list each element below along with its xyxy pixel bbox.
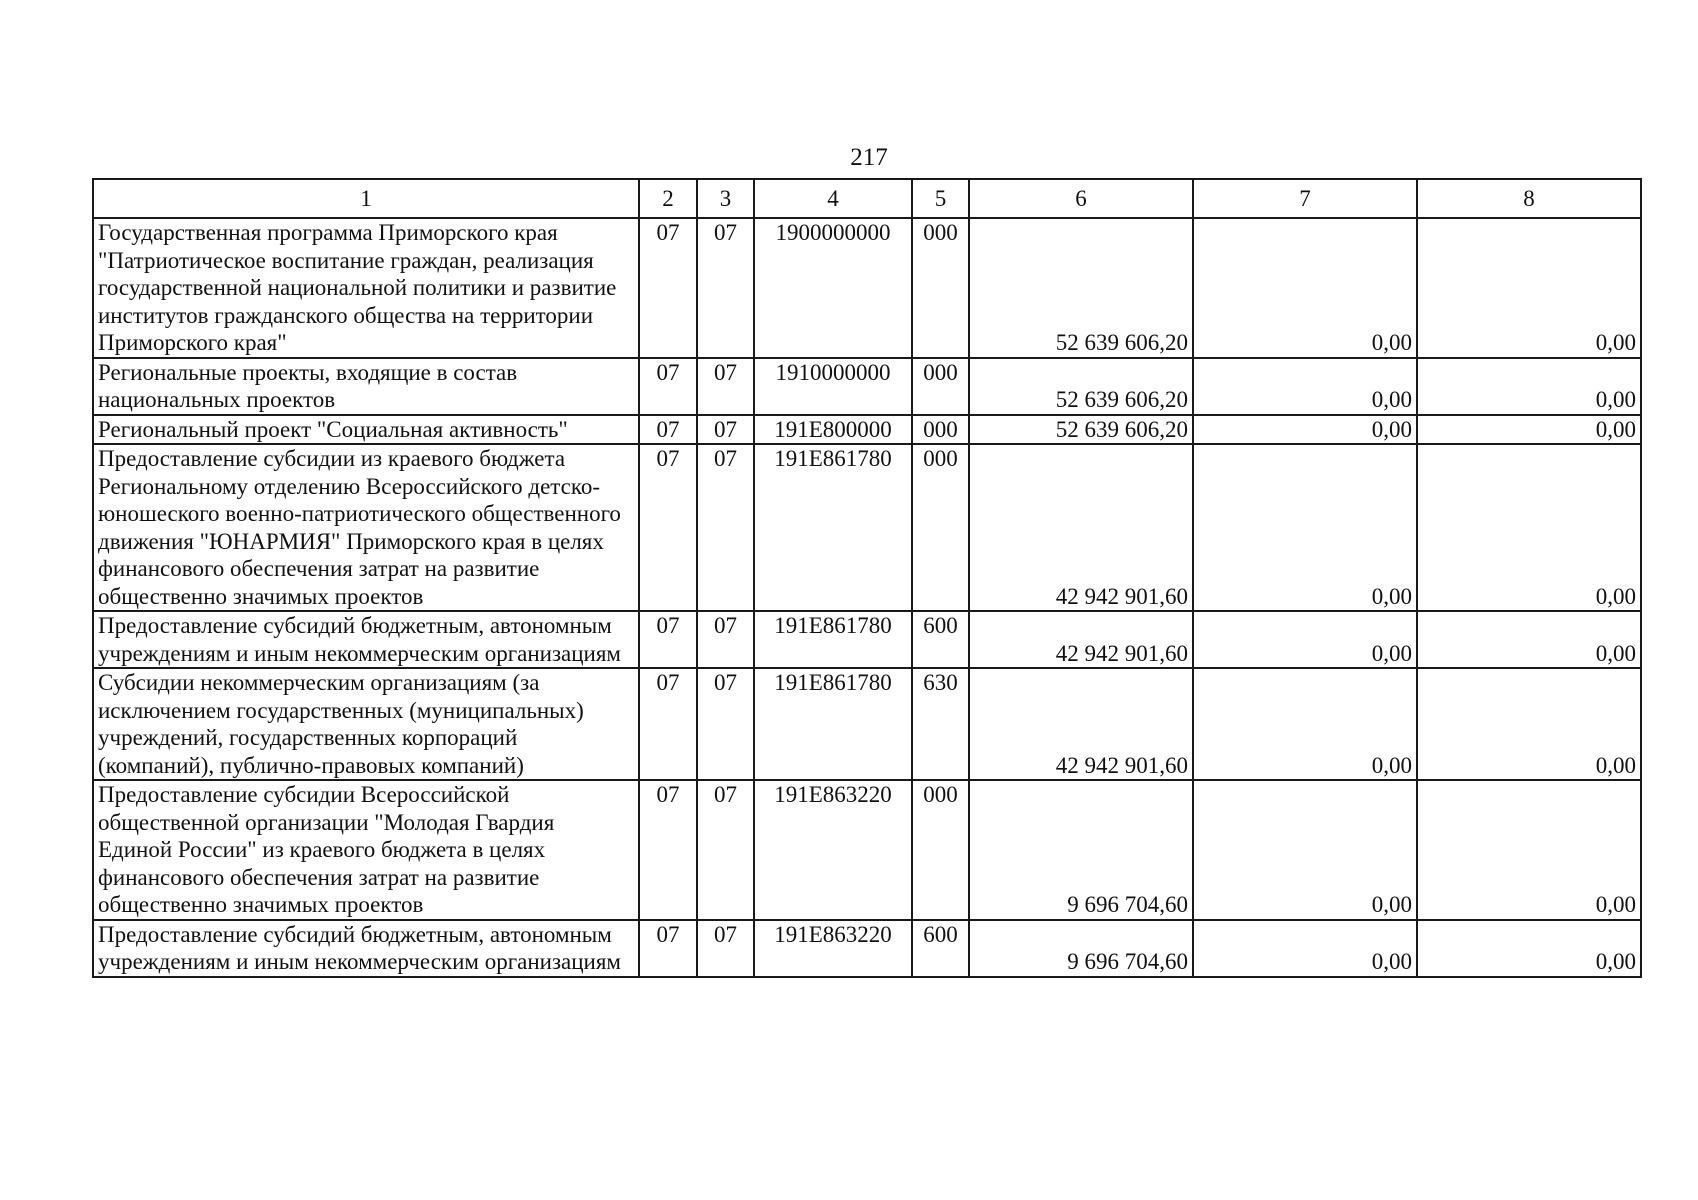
subsection-code-cell: 07: [697, 920, 754, 977]
row-name-cell: Предоставление субсидий бюджетным, автономным учреждениям и иным некоммерческим организациям: [93, 920, 639, 977]
table-row: [93, 920, 1641, 977]
amount-col6-cell: 52 639 606,20: [969, 415, 1193, 445]
subsection-code-cell: 07: [697, 415, 754, 445]
expense-type-cell: 600: [912, 920, 969, 977]
table-row: [93, 668, 1641, 780]
expense-type-cell: 000: [912, 358, 969, 415]
expense-type-cell: 600: [912, 611, 969, 668]
row-name-cell: Государственная программа Приморского края "Патриотическое воспитание граждан, реализация государственной национальной политики и развитие институтов гражданского общества на территории Приморского края": [93, 218, 639, 358]
row-name-cell: Региональные проекты, входящие в состав национальных проектов: [93, 358, 639, 415]
amount-col7-cell: 0,00: [1193, 218, 1417, 358]
column-header: 5: [912, 179, 969, 218]
target-article-cell: 191E861780: [754, 611, 912, 668]
target-article-cell: 191E861780: [754, 444, 912, 611]
amount-col7-cell: 0,00: [1193, 415, 1417, 445]
section-code-cell: 07: [639, 611, 697, 668]
target-article-cell: 191E863220: [754, 920, 912, 977]
table-row: [93, 218, 1641, 358]
column-header: 6: [969, 179, 1193, 218]
page-number: 217: [850, 144, 888, 171]
expense-type-cell: 000: [912, 218, 969, 358]
subsection-code-cell: 07: [697, 358, 754, 415]
row-name-cell: Предоставление субсидий бюджетным, автономным учреждениям и иным некоммерческим организациям: [93, 611, 639, 668]
section-code-cell: 07: [639, 780, 697, 920]
table-row: [93, 444, 1641, 611]
expense-type-cell: 000: [912, 780, 969, 920]
row-name-cell: Субсидии некоммерческим организациям (за исключением государственных (муниципальных) учреждений, государственных корпораций (компаний), публично-правовых компаний): [93, 668, 639, 780]
amount-col7-cell: 0,00: [1193, 780, 1417, 920]
amount-col8-cell: 0,00: [1417, 415, 1641, 445]
target-article-cell: 191E861780: [754, 668, 912, 780]
amount-col7-cell: 0,00: [1193, 611, 1417, 668]
row-name-cell: Предоставление субсидии Всероссийской общественной организации "Молодая Гвардия Единой России" из краевого бюджета в целях финансового обеспечения затрат на развитие общественно значимых проектов: [93, 780, 639, 920]
section-code-cell: 07: [639, 920, 697, 977]
amount-col7-cell: 0,00: [1193, 358, 1417, 415]
amount-col6-cell: 9 696 704,60: [969, 780, 1193, 920]
column-header: 2: [639, 179, 697, 218]
amount-col8-cell: 0,00: [1417, 780, 1641, 920]
table-row: [93, 780, 1641, 920]
table-row: [93, 415, 1641, 445]
column-header: 3: [697, 179, 754, 218]
column-header: 1: [93, 179, 639, 218]
target-article-cell: 191E863220: [754, 780, 912, 920]
column-header: 4: [754, 179, 912, 218]
subsection-code-cell: 07: [697, 668, 754, 780]
column-header: 8: [1417, 179, 1641, 218]
amount-col6-cell: 52 639 606,20: [969, 358, 1193, 415]
expense-type-cell: 000: [912, 415, 969, 445]
amount-col8-cell: 0,00: [1417, 611, 1641, 668]
amount-col8-cell: 0,00: [1417, 358, 1641, 415]
column-header: 7: [1193, 179, 1417, 218]
section-code-cell: 07: [639, 668, 697, 780]
target-article-cell: 191E800000: [754, 415, 912, 445]
budget-table: [92, 178, 1642, 978]
subsection-code-cell: 07: [697, 611, 754, 668]
row-name-cell: Предоставление субсидии из краевого бюджета Региональному отделению Всероссийского детско-юношеского военно-патриотического общественного движения "ЮНАРМИЯ" Приморского края в целях финансового обеспечения затрат на развитие общественно значимых проектов: [93, 444, 639, 611]
expense-type-cell: 000: [912, 444, 969, 611]
subsection-code-cell: 07: [697, 218, 754, 358]
section-code-cell: 07: [639, 218, 697, 358]
section-code-cell: 07: [639, 415, 697, 445]
amount-col8-cell: 0,00: [1417, 920, 1641, 977]
table-row: [93, 358, 1641, 415]
table-header-row: [93, 179, 1641, 218]
amount-col8-cell: 0,00: [1417, 668, 1641, 780]
expense-type-cell: 630: [912, 668, 969, 780]
amount-col6-cell: 42 942 901,60: [969, 444, 1193, 611]
amount-col7-cell: 0,00: [1193, 668, 1417, 780]
row-name-cell: Региональный проект "Социальная активность": [93, 415, 639, 445]
amount-col8-cell: 0,00: [1417, 444, 1641, 611]
subsection-code-cell: 07: [697, 444, 754, 611]
table-row: [93, 611, 1641, 668]
subsection-code-cell: 07: [697, 780, 754, 920]
target-article-cell: 1900000000: [754, 218, 912, 358]
amount-col6-cell: 52 639 606,20: [969, 218, 1193, 358]
target-article-cell: 1910000000: [754, 358, 912, 415]
amount-col7-cell: 0,00: [1193, 920, 1417, 977]
section-code-cell: 07: [639, 444, 697, 611]
amount-col6-cell: 9 696 704,60: [969, 920, 1193, 977]
amount-col8-cell: 0,00: [1417, 218, 1641, 358]
amount-col7-cell: 0,00: [1193, 444, 1417, 611]
section-code-cell: 07: [639, 358, 697, 415]
amount-col6-cell: 42 942 901,60: [969, 668, 1193, 780]
amount-col6-cell: 42 942 901,60: [969, 611, 1193, 668]
